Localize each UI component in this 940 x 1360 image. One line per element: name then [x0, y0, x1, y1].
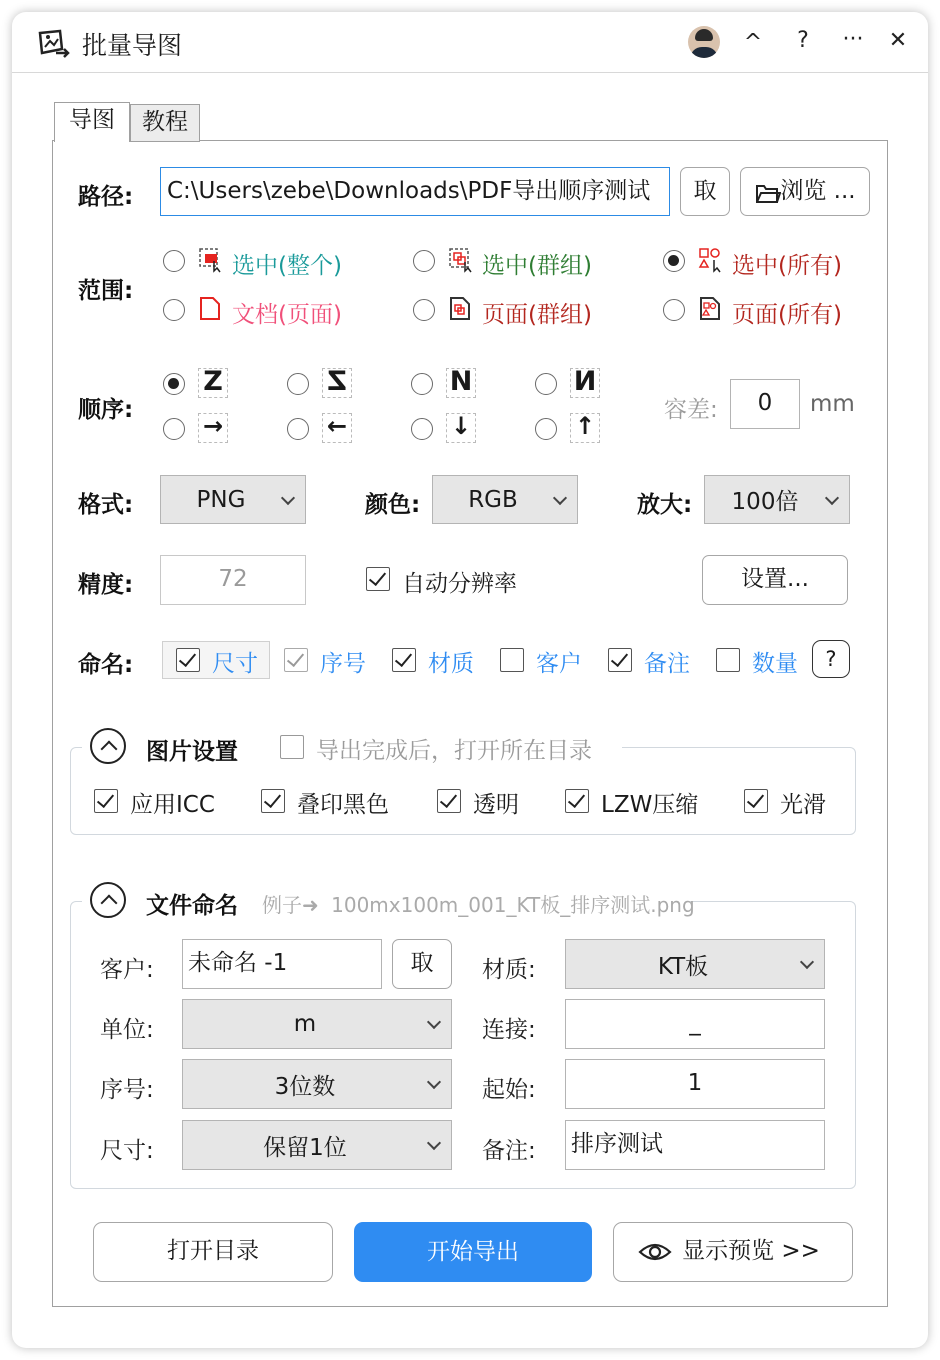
naming-seq-checkbox[interactable]	[284, 648, 308, 672]
range-option-page-group[interactable]: 页面(群组)	[482, 302, 592, 328]
avatar[interactable]	[688, 26, 720, 58]
naming-customer-checkbox[interactable]	[500, 648, 524, 672]
range-option-selection-all[interactable]: 选中(所有)	[732, 253, 842, 279]
show-preview-button[interactable]	[613, 1222, 853, 1282]
order-radio-n-reverse[interactable]	[535, 373, 557, 395]
auto-resolution-label[interactable]: 自动分辨率	[402, 571, 517, 597]
seq-label: 序号:	[100, 1077, 154, 1103]
scale-label: 放大:	[637, 492, 693, 518]
naming-quantity-checkbox[interactable]	[716, 648, 740, 672]
chevron-down-icon	[800, 955, 814, 969]
tab-export[interactable]: 导图	[54, 102, 130, 142]
file-naming-example	[262, 889, 695, 918]
join-input[interactable]: _	[565, 999, 825, 1049]
chevron-down-icon	[281, 490, 295, 504]
window-title: 批量导图	[82, 31, 183, 60]
image-settings-collapse-button[interactable]	[90, 728, 126, 764]
order-n-icon: N	[446, 368, 476, 398]
unit-select[interactable]: m	[182, 999, 452, 1049]
apply-icc-checkbox[interactable]	[94, 789, 118, 813]
chevron-down-icon	[553, 490, 567, 504]
lzw-compress-label[interactable]: LZW压缩	[601, 792, 699, 818]
path-label: 路径:	[78, 184, 134, 210]
range-radio-selection-whole[interactable]	[163, 250, 185, 272]
size-select[interactable]: 保留1位	[182, 1120, 452, 1170]
customer-pick-button[interactable]: 取	[392, 939, 452, 989]
range-radio-page-all[interactable]	[663, 299, 685, 321]
browse-button[interactable]	[740, 167, 870, 216]
naming-material-label[interactable]: 材质	[428, 651, 474, 677]
document-icon	[198, 296, 222, 322]
customer-input[interactable]: 未命名 -1	[182, 939, 382, 989]
file-naming-collapse-button[interactable]	[90, 882, 126, 918]
overprint-black-label[interactable]: 叠印黑色	[297, 792, 389, 818]
color-label: 颜色:	[365, 492, 421, 518]
order-label: 顺序:	[78, 397, 134, 423]
overprint-black-checkbox[interactable]	[261, 789, 285, 813]
file-naming-title: 文件命名	[146, 893, 238, 919]
open-directory-button[interactable]: 打开目录	[93, 1222, 333, 1282]
join-label: 连接:	[482, 1017, 536, 1043]
scale-select[interactable]: 100倍	[704, 475, 850, 524]
lzw-compress-checkbox[interactable]	[565, 789, 589, 813]
order-radio-left[interactable]	[287, 418, 309, 440]
tolerance-input[interactable]: 0	[730, 379, 800, 429]
auto-resolution-checkbox[interactable]	[366, 567, 390, 591]
naming-seq-label[interactable]: 序号	[320, 651, 366, 677]
order-z-reverse-icon: Z	[322, 368, 352, 398]
order-z-icon: Z	[198, 368, 228, 398]
order-arrow-up-icon: ↑	[570, 413, 600, 443]
chevron-down-icon	[427, 1015, 441, 1029]
customer-label: 客户:	[100, 957, 154, 983]
apply-icc-label[interactable]: 应用ICC	[130, 792, 215, 818]
range-option-selection-whole[interactable]: 选中(整个)	[232, 253, 342, 279]
tolerance-unit: mm	[810, 391, 855, 417]
selection-all-icon	[698, 247, 724, 273]
order-radio-up[interactable]	[535, 418, 557, 440]
open-after-export-checkbox[interactable]	[280, 735, 304, 759]
naming-note-checkbox[interactable]	[608, 648, 632, 672]
chevron-down-icon	[427, 1075, 441, 1089]
format-select[interactable]: PNG	[160, 475, 306, 524]
naming-quantity-label[interactable]: 数量	[752, 651, 798, 677]
range-option-selection-group[interactable]: 选中(群组)	[482, 253, 592, 279]
example-prefix: 例子➜	[262, 893, 319, 917]
range-radio-selection-group[interactable]	[413, 250, 435, 272]
unit-label: 单位:	[100, 1017, 154, 1043]
tab-tutorial[interactable]: 教程	[130, 104, 200, 142]
material-select[interactable]: KT板	[565, 939, 825, 989]
order-n-reverse-icon: N	[570, 368, 600, 398]
titlebar-divider	[12, 72, 928, 73]
note-input[interactable]: 排序测试	[565, 1120, 825, 1170]
browse-label: 浏览 ...	[780, 178, 856, 204]
start-export-button[interactable]: 开始导出	[354, 1222, 592, 1282]
selection-whole-icon	[198, 247, 224, 273]
seq-select[interactable]: 3位数	[182, 1059, 452, 1109]
precision-input[interactable]: 72	[160, 555, 306, 605]
page-group-icon	[448, 296, 472, 322]
order-radio-right[interactable]	[163, 418, 185, 440]
naming-help-button[interactable]: ?	[812, 640, 850, 678]
collapse-window-button[interactable]: ^	[743, 30, 763, 55]
help-button[interactable]: ?	[797, 28, 809, 53]
app-icon	[36, 27, 72, 61]
naming-customer-label[interactable]: 客户	[536, 651, 582, 677]
more-button[interactable]: ···	[842, 27, 864, 52]
naming-size-checkbox[interactable]	[176, 648, 200, 672]
settings-button[interactable]: 设置...	[702, 555, 848, 605]
size-label: 尺寸:	[100, 1138, 154, 1164]
naming-size-label[interactable]: 尺寸	[212, 651, 258, 677]
precision-label: 精度:	[78, 572, 134, 598]
range-radio-document-pages[interactable]	[163, 299, 185, 321]
transparent-label[interactable]: 透明	[473, 792, 519, 818]
open-after-export-label[interactable]: 导出完成后，打开所在目录	[316, 738, 592, 764]
range-option-document-pages[interactable]: 文档(页面)	[232, 302, 342, 328]
range-radio-selection-all[interactable]	[663, 250, 685, 272]
order-arrow-right-icon: →	[198, 413, 228, 443]
image-settings-title: 图片设置	[146, 739, 238, 765]
close-button[interactable]: ✕	[888, 28, 908, 53]
smooth-label[interactable]: 光滑	[780, 792, 826, 818]
selection-group-icon	[448, 247, 474, 273]
order-radio-z[interactable]	[163, 373, 185, 395]
order-radio-z-reverse[interactable]	[287, 373, 309, 395]
format-label: 格式:	[78, 492, 134, 518]
range-option-page-all[interactable]: 页面(所有)	[732, 302, 842, 328]
path-input[interactable]: C:\Users\zebe\Downloads\PDF导出顺序测试	[160, 167, 670, 216]
order-radio-n[interactable]	[411, 373, 433, 395]
smooth-checkbox[interactable]	[744, 789, 768, 813]
note-label: 备注:	[482, 1138, 536, 1164]
eye-icon	[638, 1241, 672, 1263]
order-arrow-down-icon: ↓	[446, 413, 476, 443]
naming-material-checkbox[interactable]	[392, 648, 416, 672]
tolerance-label: 容差:	[664, 397, 718, 423]
order-radio-down[interactable]	[411, 418, 433, 440]
transparent-checkbox[interactable]	[437, 789, 461, 813]
naming-note-label[interactable]: 备注	[644, 651, 690, 677]
path-pick-button[interactable]: 取	[680, 167, 730, 216]
material-label: 材质:	[482, 957, 536, 983]
page-all-icon	[698, 296, 722, 322]
chevron-down-icon	[427, 1136, 441, 1150]
chevron-down-icon	[825, 490, 839, 504]
order-arrow-left-icon: ←	[322, 413, 352, 443]
example-filename: 100mx100m_001_KT板_排序测试.png	[331, 893, 695, 917]
show-preview-label: 显示预览 >>	[682, 1238, 820, 1264]
color-select[interactable]: RGB	[432, 475, 578, 524]
start-label: 起始:	[482, 1077, 536, 1103]
folder-icon	[755, 182, 781, 204]
naming-label: 命名:	[78, 652, 134, 678]
start-input[interactable]: 1	[565, 1059, 825, 1109]
range-label: 范围:	[78, 278, 134, 304]
range-radio-page-group[interactable]	[413, 299, 435, 321]
